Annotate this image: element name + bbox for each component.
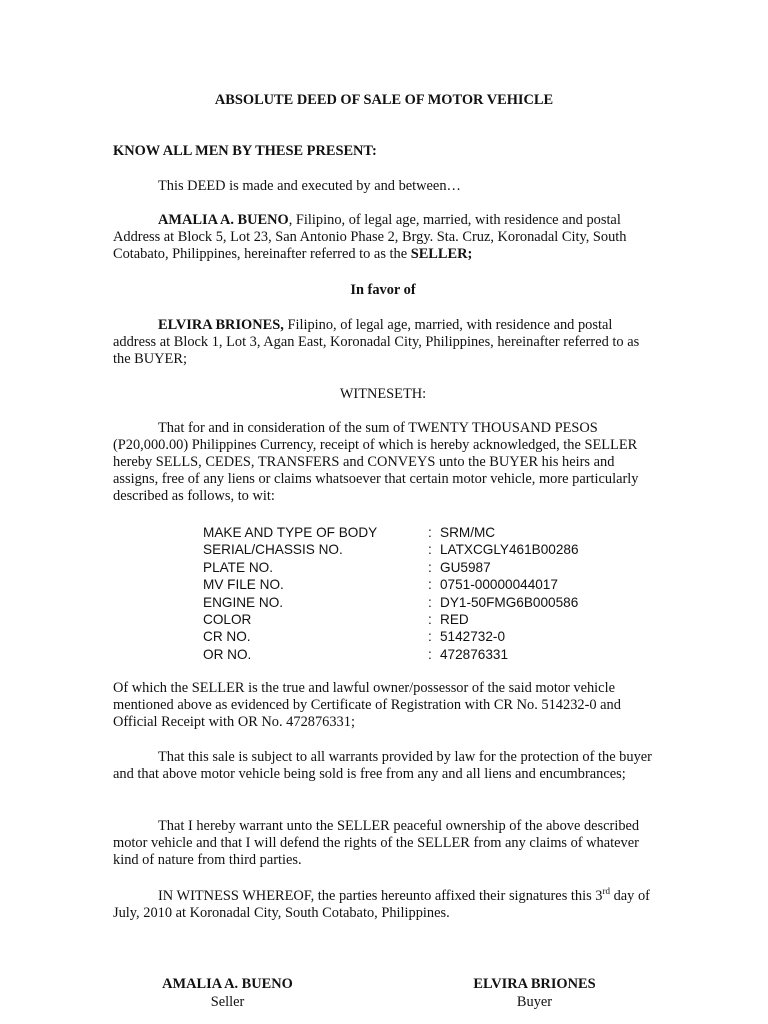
- vehicle-spec-separator: :: [428, 525, 432, 540]
- vehicle-spec-separator: :: [428, 629, 432, 645]
- made-between-line: This DEED is made and executed by and between…: [158, 178, 461, 194]
- vehicle-spec-label: OR NO.: [203, 646, 252, 662]
- ownership-paragraph: Of which the SELLER is the true and lawful owner/possessor of the said motor vehicle mentioned above as evidenced by Certificate of Registration with CR No. 514232-0 and Official Receipt with OR No. 472876331;: [113, 680, 621, 730]
- seller-signature-role: Seller: [210, 994, 245, 1010]
- vehicle-spec-row: [203, 541, 579, 558]
- buyer-party-description: Filipino, of legal age, married, with residence and postal address at Block 1, Lot 3, Agan East, Koronadal City, Philippines, hereinafter referred to as the BUYER;: [113, 317, 640, 367]
- vehicle-spec-value: SRM/MC: [440, 525, 496, 540]
- vehicle-spec-row: [203, 628, 579, 645]
- seller-party-paragraph: [113, 212, 653, 263]
- vehicle-spec-value: 472876331: [440, 646, 509, 662]
- vehicle-spec-value: DY1-50FMG6B000586: [440, 594, 579, 610]
- date-ordinal-suffix: rd: [602, 886, 610, 897]
- vehicle-spec-value: RED: [440, 612, 469, 628]
- witness-clause-end: day of July, 2010 at Koronadal City, South Cotabato, Philippines.: [113, 888, 650, 921]
- vehicle-spec-row: [203, 646, 579, 663]
- witness-clause-start: IN WITNESS WHEREOF, the parties hereunto affixed their signatures this 3: [158, 888, 603, 904]
- vehicle-spec-row: [203, 576, 579, 593]
- vehicle-spec-row: [203, 594, 579, 611]
- vehicle-spec-row: [203, 524, 579, 541]
- buyer-party-paragraph: [113, 317, 653, 368]
- consideration-paragraph: That for and in consideration of the sum of TWENTY THOUSAND PESOS (P20,000.00) Philippines Currency, receipt of which is hereby acknowledged, the SELLER hereby SELLS, CEDES, TRANSFERS and CONVEYS unto the BUYER his heirs and assigns, free of any liens or claims whatsoever that certain motor vehicle, more particularly described as follows, to wit:: [113, 420, 639, 504]
- vehicle-spec-label: SERIAL/CHASSIS NO.: [203, 542, 343, 558]
- witnesseth-heading: WITNESETH:: [339, 386, 427, 402]
- buyer-party-name: ELVIRA BRIONES,: [158, 317, 284, 333]
- vehicle-spec-label: MV FILE NO.: [203, 577, 284, 593]
- vehicle-spec-separator: :: [428, 646, 432, 662]
- buyer-signature-block: [462, 975, 607, 1011]
- vehicle-spec-separator: :: [428, 577, 432, 593]
- seller-party-name: AMALIA A. BUENO: [158, 212, 289, 228]
- in-favor-of: In favor of: [350, 282, 416, 298]
- vehicle-spec-label: ENGINE NO.: [203, 594, 284, 610]
- vehicle-spec-separator: :: [428, 612, 432, 628]
- vehicle-spec-row: [203, 559, 579, 576]
- vehicle-spec-value: 5142732-0: [440, 629, 506, 645]
- seller-signature-name: AMALIA A. BUENO: [162, 976, 293, 992]
- buyer-signature-name: ELVIRA BRIONES: [473, 976, 596, 992]
- vehicle-spec-separator: :: [428, 559, 432, 575]
- vehicle-spec-row: [203, 611, 579, 628]
- vehicle-spec-label: COLOR: [203, 612, 252, 628]
- witness-clause: [113, 888, 653, 922]
- vehicle-spec-separator: :: [428, 594, 432, 610]
- vehicle-spec-separator: :: [428, 542, 432, 558]
- intro-heading: KNOW ALL MEN BY THESE PRESENT:: [113, 143, 377, 159]
- vehicle-spec-label: PLATE NO.: [203, 559, 273, 575]
- vehicle-spec-value: 0751-00000044017: [440, 577, 558, 593]
- seller-party-description: , Filipino, of legal age, married, with residence and postal Address at Block 5, Lot 23, San Antonio Phase 2, Brgy. Sta. Cruz, Koronadal City, South Cotabato, Philippines, hereinafter referred to as the: [113, 212, 627, 262]
- seller-role-label: SELLER;: [410, 246, 473, 262]
- warrants-paragraph: That this sale is subject to all warrants provided by law for the protection of the buyer and that above motor vehicle being sold is free from any and all liens and encumbrances;: [113, 749, 652, 782]
- vehicle-spec-value: GU5987: [440, 559, 491, 575]
- seller-signature-block: [150, 975, 305, 1011]
- vehicle-specs-table: [203, 524, 579, 663]
- warranty-paragraph: That I hereby warrant unto the SELLER peaceful ownership of the above described motor vehicle and that I will defend the rights of the SELLER from any claims of whatever kind of nature from third parties.: [113, 818, 640, 868]
- document-title: ABSOLUTE DEED OF SALE OF MOTOR VEHICLE: [214, 92, 554, 108]
- vehicle-spec-label: CR NO.: [203, 629, 251, 645]
- vehicle-spec-label: MAKE AND TYPE OF BODY: [203, 525, 378, 540]
- buyer-signature-role: Buyer: [516, 994, 553, 1010]
- vehicle-spec-value: LATXCGLY461B00286: [440, 542, 579, 558]
